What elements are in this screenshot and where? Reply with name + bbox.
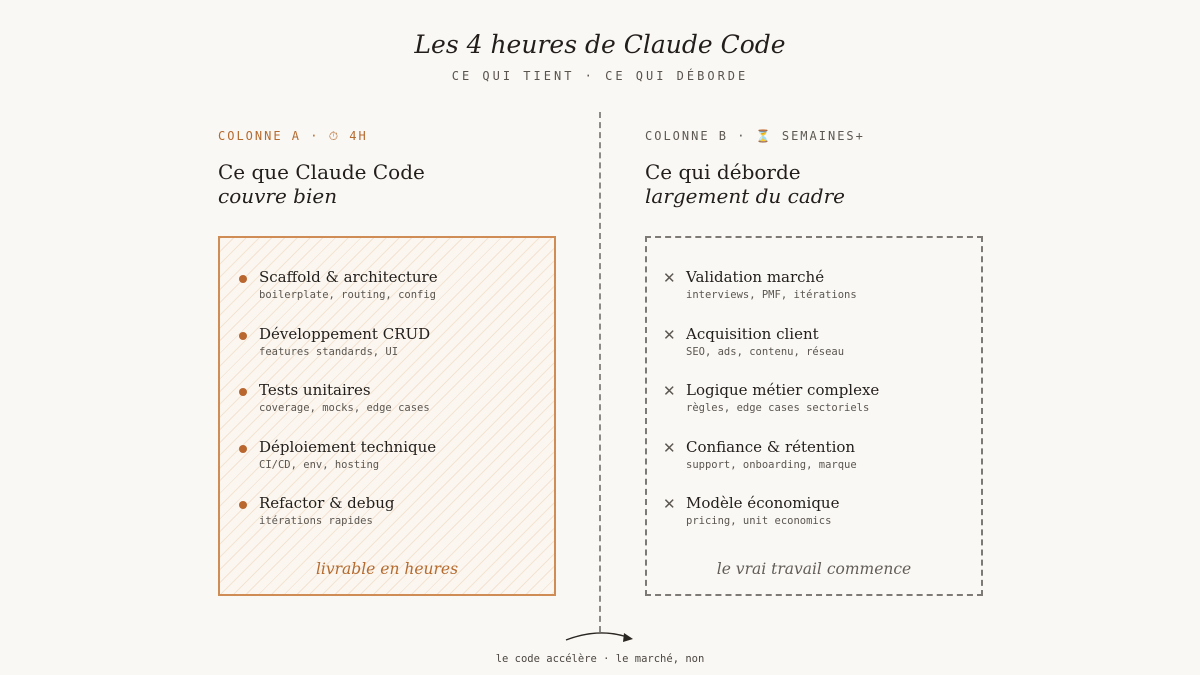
cross-icon: ✕ (663, 438, 676, 457)
list-item-title: Logique métier complexe (686, 381, 880, 399)
dot-icon (239, 445, 247, 453)
list-item (237, 493, 544, 550)
page-subtitle: CE QUI TIENT · CE QUI DÉBORDE (451, 69, 749, 83)
curved-arrow-icon (562, 625, 642, 647)
column-a-heading-line1: Ce que Claude Code (218, 160, 425, 184)
list-item-title: Refactor & debug (259, 494, 395, 512)
list-item (664, 324, 971, 381)
list-item-title: Déploiement technique (259, 437, 437, 456)
covered-tasks-list (237, 267, 544, 550)
overflow-tasks-list (664, 267, 971, 550)
list-item-detail: coverage, mocks, edge cases (259, 402, 430, 414)
list-item-detail: pricing, unit economics (686, 515, 832, 527)
list-item-title: Tests unitaires (259, 381, 371, 399)
list-item-title: Acquisition client (686, 324, 819, 343)
list-item-title: Validation marché (686, 268, 825, 286)
list-item-detail: support, onboarding, marque (686, 458, 857, 471)
dot-icon (239, 388, 247, 396)
cross-icon: ✕ (663, 325, 676, 344)
list-item-detail: SEO, ads, contenu, réseau (686, 345, 845, 358)
list-item-detail: règles, edge cases sectoriels (686, 402, 870, 414)
list-item-title: Confiance & rétention (686, 437, 856, 456)
list-item (237, 267, 544, 324)
cross-icon: ✕ (663, 382, 676, 400)
column-b (645, 128, 985, 578)
list-item-title: Développement CRUD (259, 324, 431, 343)
list-item (664, 267, 971, 324)
cross-icon: ✕ (663, 495, 676, 513)
list-item-detail: boilerplate, routing, config (259, 289, 437, 301)
column-b-heading (645, 160, 985, 208)
dot-icon (239, 275, 247, 283)
list-item-title: Scaffold & architecture (259, 268, 438, 286)
column-a-heading-line2: couvre bien (218, 184, 338, 208)
column-a-eyebrow: COLONNE A · ⏱ 4H (218, 129, 368, 143)
list-item-detail: CI/CD, env, hosting (259, 458, 380, 471)
list-item (237, 437, 544, 494)
column-a (218, 128, 558, 578)
cross-icon: ✕ (663, 269, 676, 287)
page-title: Les 4 heures de Claude Code (414, 30, 786, 59)
dot-icon (239, 501, 247, 509)
column-divider (599, 112, 601, 632)
list-item-title: Modèle économique (686, 494, 840, 512)
list-item (237, 380, 544, 437)
list-item-detail: features standards, UI (259, 345, 399, 358)
list-item (664, 380, 971, 437)
overflow-tasks-box (645, 236, 983, 596)
list-item (237, 324, 544, 381)
list-item (664, 493, 971, 550)
column-a-footnote: livrable en heures (315, 560, 459, 578)
footer-caption: le code accélère · le marché, non (495, 653, 705, 665)
column-b-heading-line1: Ce qui déborde (645, 160, 801, 184)
list-item-detail: itérations rapides (259, 515, 373, 527)
list-item-detail: interviews, PMF, itérations (686, 289, 857, 301)
dot-icon (239, 332, 247, 340)
column-b-heading-line2: largement du cadre (645, 184, 845, 208)
column-b-eyebrow: COLONNE B · ⏳ SEMAINES+ (645, 129, 865, 143)
covered-tasks-box (218, 236, 556, 596)
column-a-heading (218, 160, 558, 208)
list-item (664, 437, 971, 494)
column-b-footnote: le vrai travail commence (716, 560, 912, 578)
